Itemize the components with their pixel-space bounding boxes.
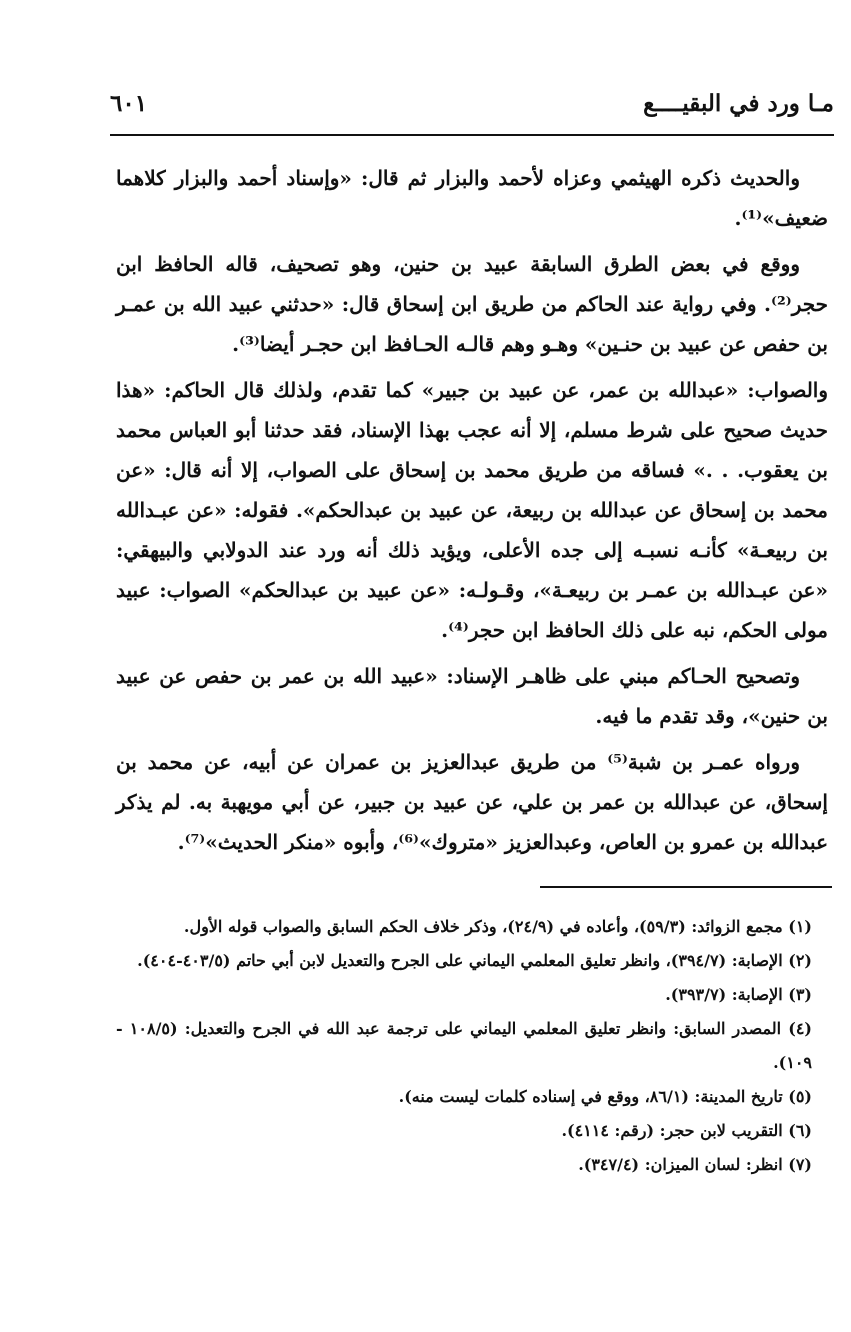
page-header [110, 84, 834, 124]
paragraph: ورواه عمـر بن شبة⁽⁵⁾ من طريق عبدالعزيز بن عمران عن أبيه، عن محمد بن إسحاق، عن عبدالله بن عمر بن علي، عن عبيد بن جبير، عن أبي مويهبة به. لم يذكر عبدالله بن عمرو بن العاص، وعبدالعزيز «متروك»⁽⁶⁾، وأبوه «منكر الحديث»⁽⁷⁾. [116, 750, 828, 854]
paragraph: وتصحيح الحـاكم مبني على ظاهـر الإسناد: «عبيد الله بن عمر بن حفص عن عبيد بن حنين»، وقد تقدم ما فيه. [116, 664, 828, 728]
footnote-5: (٥) تاريخ المدينة: (٨٦/١، ووقع في إسناده كلمات ليست منه). [398, 1087, 812, 1106]
footnote-divider [540, 886, 832, 888]
footnote-3: (٣) الإصابة: (٣٩٣/٧). [665, 985, 812, 1004]
paragraph: والحديث ذكره الهيثمي وعزاه لأحمد والبزار ثم قال: «وإسناد أحمد والبزار كلاهما ضعيف»⁽¹⁾. [116, 166, 828, 230]
footnote-2: (٢) الإصابة: (٣٩٤/٧)، وانظر تعليق المعلمي اليماني على الجرح والتعديل لابن أبي حاتم (٤٠٣/٥-٤٠٤). [137, 951, 812, 970]
page-number: ٦٠١ [110, 90, 148, 117]
paragraph: ووقع في بعض الطرق السابقة عبيد بن حنين، وهو تصحيف، قاله الحافظ ابن حجر⁽²⁾. وفي رواية عند الحاكم من طريق ابن إسحاق قال: «حدثني عبيد الله بن عمـر بن حفص عن عبيد بن حنـين» وهـو وهم قالـه الحـافظ ابن حجـر أيضا⁽³⁾. [116, 252, 828, 356]
footnote-6: (٦) التقريب لابن حجر: (رقم: ٤١١٤). [561, 1121, 812, 1140]
footnote-4: (٤) المصدر السابق: وانظر تعليق المعلمي اليماني على ترجمة عبد الله في الجرح والتعديل: (١٠٨/٥ - ١٠٩). [116, 1019, 812, 1072]
header-divider [110, 134, 834, 136]
running-title: مـا ورد في البقيــــع [643, 90, 834, 117]
footnote-1: (١) مجمع الزوائد: (٥٩/٣)، وأعاده في (٢٤/٩)، وذكر خلاف الحكم السابق والصواب قوله الأول. [183, 917, 812, 936]
main-text [116, 158, 828, 868]
footnotes [116, 910, 828, 1182]
footnote-7: (٧) انظر: لسان الميزان: (٣٤٧/٤). [578, 1155, 812, 1174]
paragraph: والصواب: «عبدالله بن عمر، عن عبيد بن جبير» كما تقدم، ولذلك قال الحاكم: «هذا حديث صحيح على شرط مسلم، إلا أنه عجب بهذا الإسناد، فقد حدثنا أبو العباس محمد بن يعقوب. . .» فساقه من طريق محمد بن إسحاق على الصواب، إلا أنه قال: «عن محمد بن إسحاق عن عبدالله بن ربيعة، عن عبيد بن عبدالحكم». فقوله: «عن عبـدالله بن ربيعـة» كأنـه نسبـه إلى جده الأعلى، ويؤيد ذلك أنه ورد عند الدولابي والبيهقي: «عن عبـدالله بن عمـر بن ربيعـة»، وقـولـه: «عن عبيد بن عبدالحكم» الصواب: عبيد مولى الحكم، نبه على ذلك الحافظ ابن حجر⁽⁴⁾. [116, 378, 828, 642]
